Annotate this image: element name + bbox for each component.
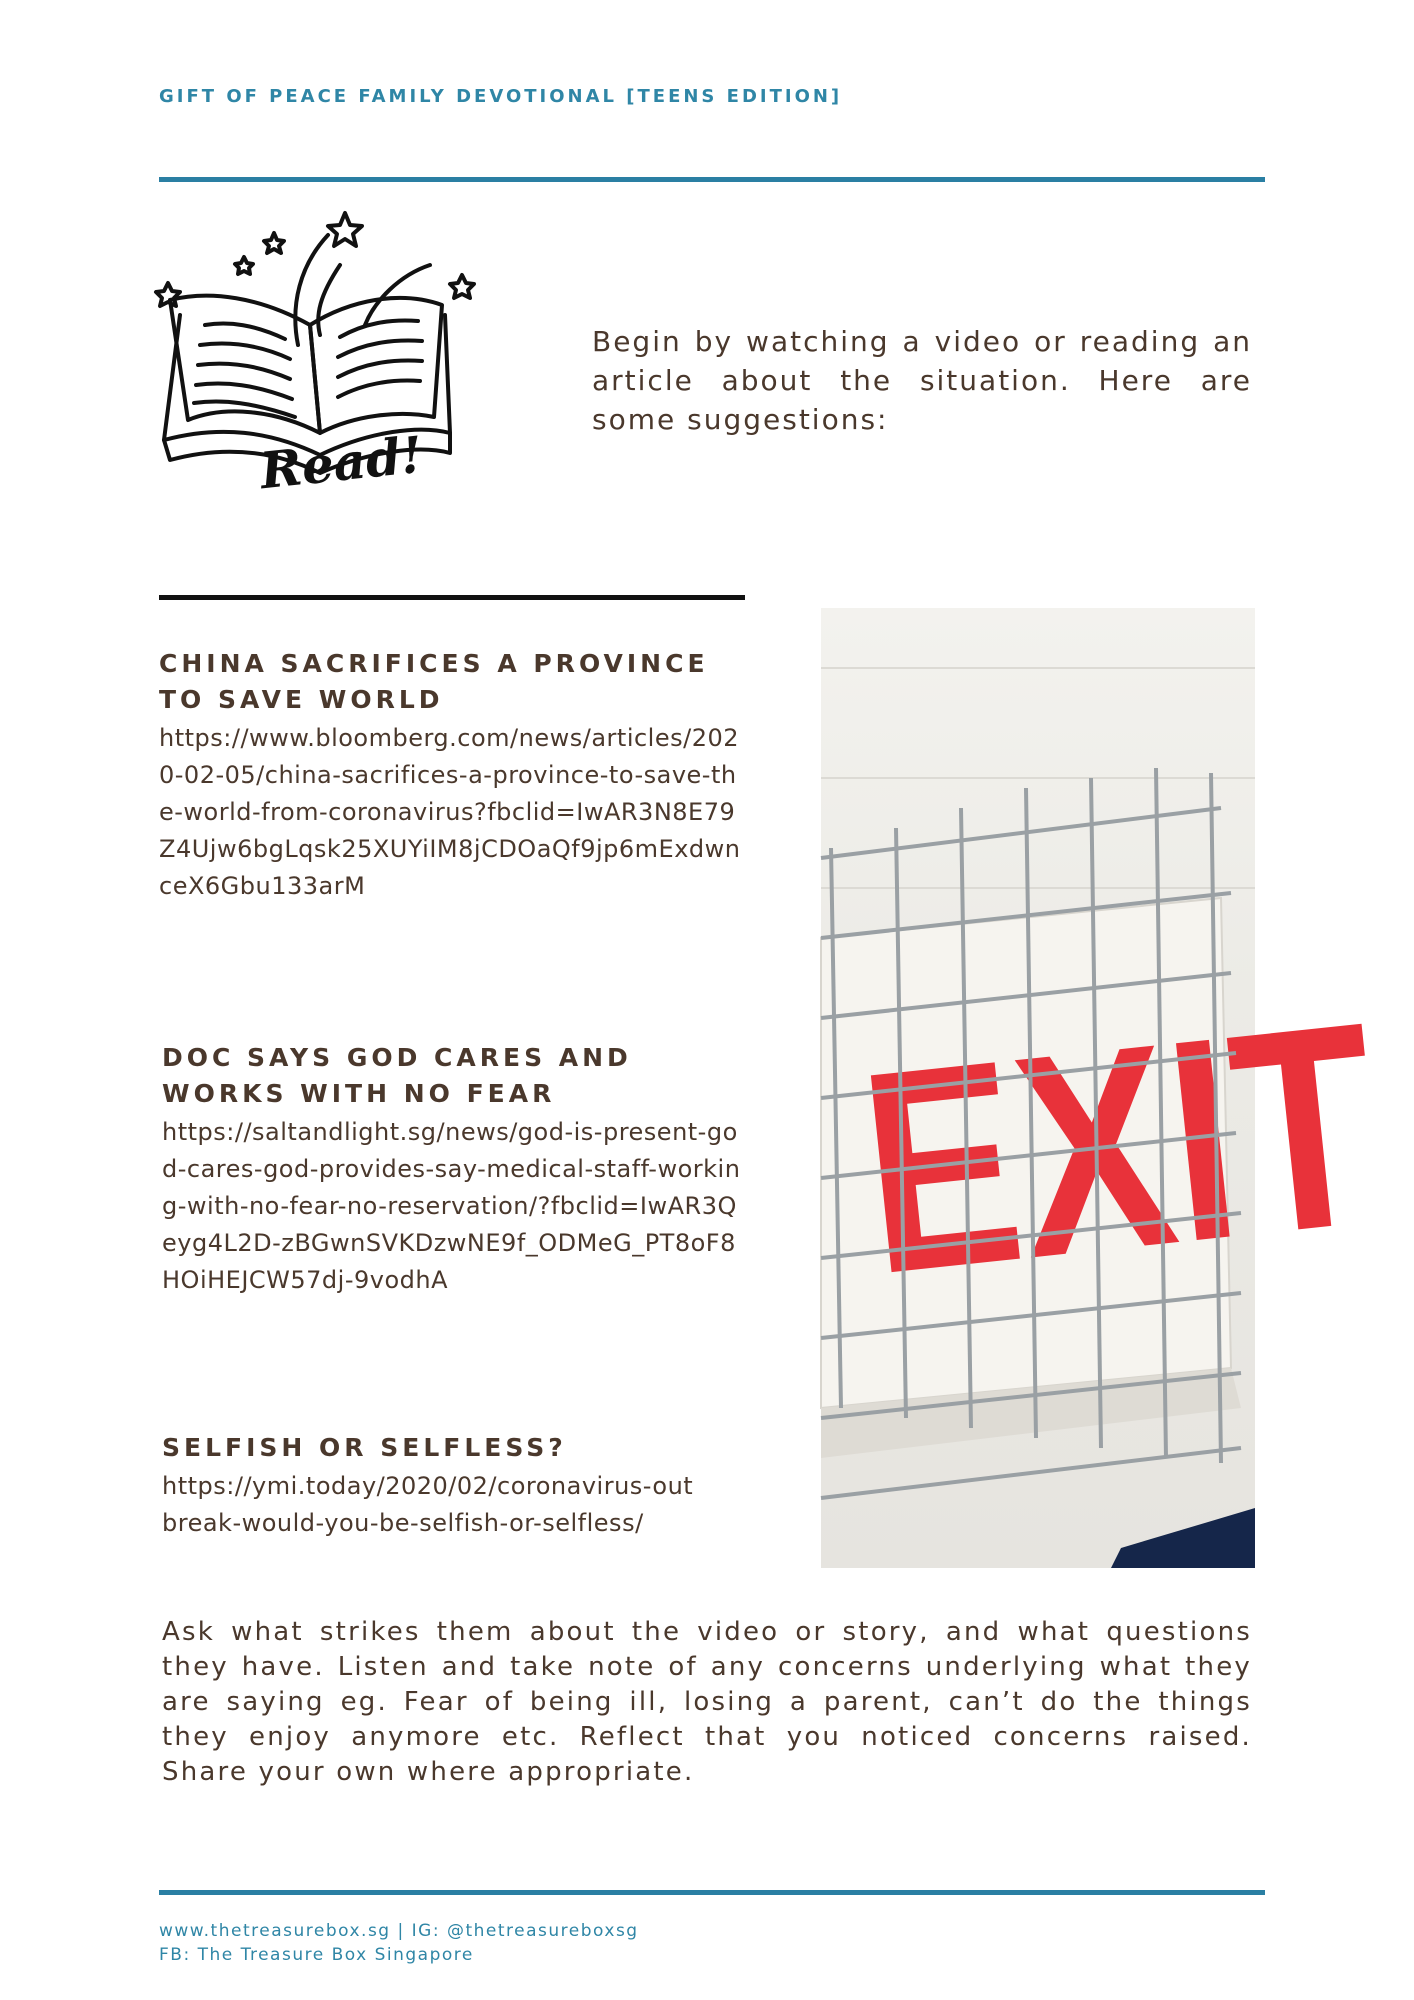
article-item	[162, 1040, 747, 1299]
exit-sign-text: EXIT	[849, 962, 1392, 1336]
article-title: DOC SAYS GOD CARES AND WORKS WITH NO FEAR	[162, 1043, 632, 1108]
article-item	[162, 1430, 707, 1542]
footer-facebook-line[interactable]: FB: The Treasure Box Singapore	[159, 1945, 474, 1965]
article-title: SELFISH OR SELFLESS?	[162, 1433, 567, 1462]
article-item	[159, 646, 744, 905]
read-label: Read!	[257, 424, 426, 501]
footer-contact-line[interactable]: www.thetreasurebox.sg | IG: @thetreasureboxsg	[159, 1921, 639, 1941]
article-link[interactable]: https://www.bloomberg.com/news/articles/2020-02-05/china-sacrifices-a-province-to-save-the-world-from-coronavirus?fbclid=IwAR3N8E79Z4Ujw6bgLqsk25XUYiIM8jCDOaQf9jp6mExdwnceX6Gbu133arM	[159, 724, 741, 900]
bottom-divider	[159, 1890, 1265, 1895]
article-link[interactable]: https://saltandlight.sg/news/god-is-present-god-cares-god-provides-say-medical-staff-working-with-no-fear-no-reservation/?fbclid=IwAR3Qeyg4L2D-zBGwnSVKDzwNE9f_ODMeG_PT8oF8HOiHEJCW57dj-9vodhA	[162, 1118, 741, 1294]
top-divider	[159, 177, 1265, 182]
intro-paragraph: Begin by watching a video or reading an article about the situation. Here are some suggestions:	[592, 325, 1252, 436]
exit-sign-image	[821, 608, 1392, 1568]
article-title: CHINA SACRIFICES A PROVINCE TO SAVE WORLD	[159, 649, 709, 714]
section-divider	[159, 595, 745, 600]
discussion-paragraph: Ask what strikes them about the video or story, and what questions they have. Listen and take note of any concerns underlying what they are saying eg. Fear of being ill, losing a parent, can’t do the things they enjoy anymore etc. Reflect that you noticed concerns raised. Share your own where appropriate.	[162, 1617, 1252, 1787]
document-header-title: GIFT OF PEACE FAMILY DEVOTIONAL [TEENS EDITION]	[159, 86, 843, 107]
read-illustration	[150, 205, 490, 525]
footer	[159, 1919, 639, 1967]
article-link[interactable]: https://ymi.today/2020/02/coronavirus-outbreak-would-you-be-selfish-or-selfless/	[162, 1472, 694, 1537]
exit-sign-photo	[821, 608, 1392, 1568]
